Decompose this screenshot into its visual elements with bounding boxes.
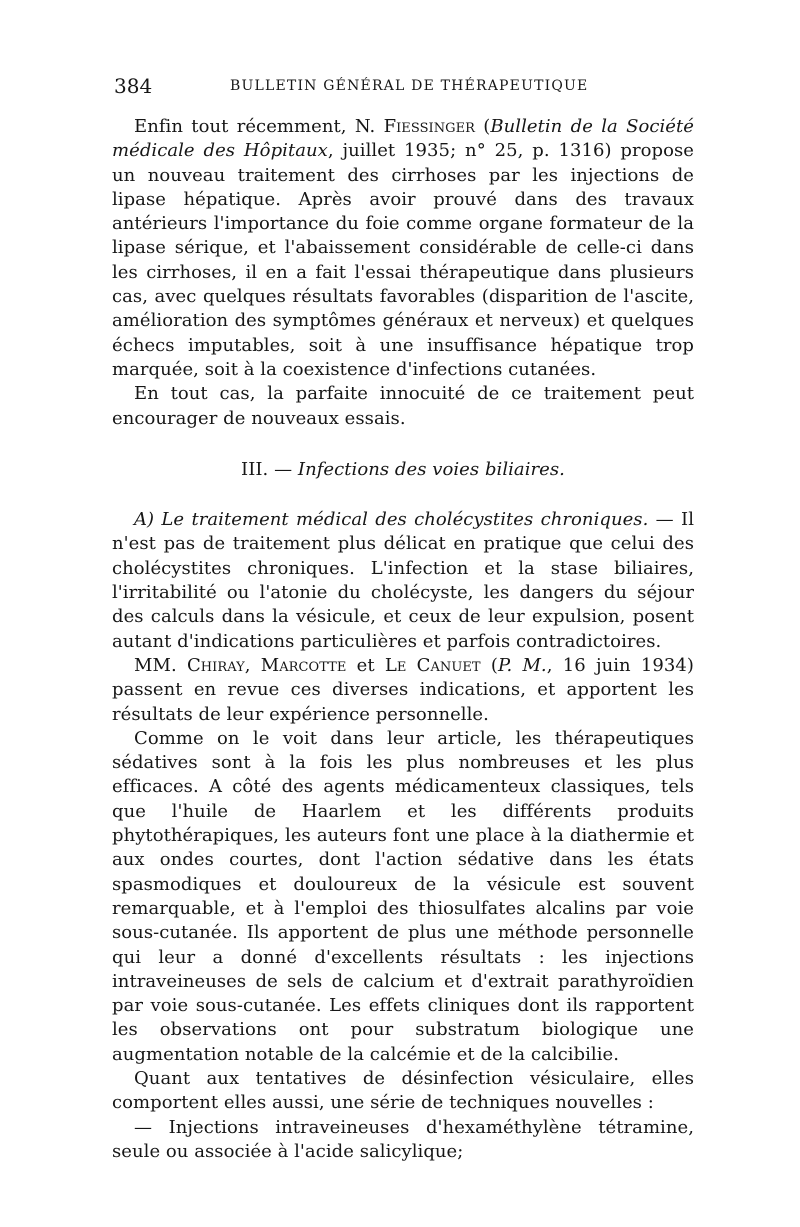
paragraph-text: ( bbox=[474, 116, 491, 137]
page-number: 384 bbox=[114, 74, 153, 98]
author-name: Le Canuet bbox=[384, 654, 481, 676]
paragraph-cholecystitis bbox=[112, 508, 694, 654]
paragraph-text: Enfin tout récemment, N. bbox=[134, 116, 384, 137]
paragraph-lipase-treatment bbox=[112, 115, 694, 382]
paragraph-text: , 16 juin 1934) passent en revue ces diverses indications, et apportent les résultats de leur expérience personnelle. bbox=[112, 654, 694, 725]
paragraph-text: ( bbox=[480, 654, 498, 676]
running-title: BULLETIN GÉNÉRAL DE THÉRAPEUTIQUE bbox=[230, 78, 589, 94]
section-title: Infections des voies biliaires. bbox=[297, 458, 565, 480]
paragraph-injections: — Injections intraveineuses d'hexaméthylène tétramine, seule ou associée à l'acide salicylique; bbox=[112, 1116, 694, 1162]
author-names: Chiray, Marcotte bbox=[186, 654, 347, 676]
paragraph-authors-review bbox=[112, 654, 694, 727]
article-body bbox=[112, 115, 694, 1164]
paragraph-conclusion: En tout cas, la parfaite innocuité de ce traitement peut encourager de nouveaux essais. bbox=[112, 383, 694, 429]
journal-title: Bulletin de la Société médicale des Hôpitaux bbox=[112, 116, 694, 162]
section-heading bbox=[112, 458, 694, 482]
paragraph-text: MM. bbox=[134, 654, 187, 676]
paragraph-text: et bbox=[346, 654, 385, 676]
paragraph-text: , juillet 1935; n° 25, p. 1316) propose un nouveau traitement des cirrhoses par les injections de lipase hépatique. Après avoir prouvé dans des travaux antérieurs l'importance du foie comme organe formateur de la lipase sérique, et l'abaissement considérable de celle-ci dans les cirrhoses, il en a fait l'essai thérapeutique dans plusieurs cas, avec quelques résultats favorables (disparition de l'ascite, amélioration des symptômes généraux et nerveux) et quelques échecs imputables, soit à une insuffisance hépatique trop marquée, soit à la coexistence d'infections cutanées. bbox=[112, 140, 694, 380]
page-header bbox=[114, 74, 694, 98]
paragraph-text: — Il n'est pas de traitement plus délicat en pratique que celui des cholécystites chroniques. L'infection et la stase biliaires, l'irritabilité ou l'atonie du cholécyste, les dangers du séjour des calculs dans la vésicule, et ceux de leur expulsion, posent autant d'indications particulières et parfois contradictoires. bbox=[112, 509, 695, 652]
paragraph-sedative-therapies: Comme on le voit dans leur article, les thérapeutiques sédatives sont à la fois les plus nombreuses et les plus efficaces. A côté des agents médicamenteux classiques, tels que l'huile de Haarlem et les différents produits phytothérapiques, les auteurs font une place à la diathermie et aux ondes courtes, dont l'action sédative dans les états spasmodiques et douloureux de la vésicule est souvent remarquable, et à l'emploi des thiosulfates alcalins par voie sous-cutanée. Ils apportent de plus une méthode personnelle qui leur a donné d'excellents résultats : les injections intraveineuses de sels de calcium et d'extrait parathyroïdien par voie sous-cutanée. Les effets cliniques dont ils rapportent les observations ont pour substratum biologique une augmentation notable de la calcémie et de la calcibilie. bbox=[112, 727, 694, 1065]
journal-abbreviation: P. M. bbox=[497, 654, 547, 676]
section-number: III. — bbox=[241, 458, 298, 480]
author-name: Fiessinger bbox=[383, 116, 475, 137]
paragraph-disinfection: Quant aux tentatives de désinfection vésiculaire, elles comportent elles aussi, une série de techniques nouvelles : bbox=[112, 1067, 694, 1114]
subsection-label: A) Le traitement médical des cholécystites chroniques. bbox=[134, 509, 649, 531]
